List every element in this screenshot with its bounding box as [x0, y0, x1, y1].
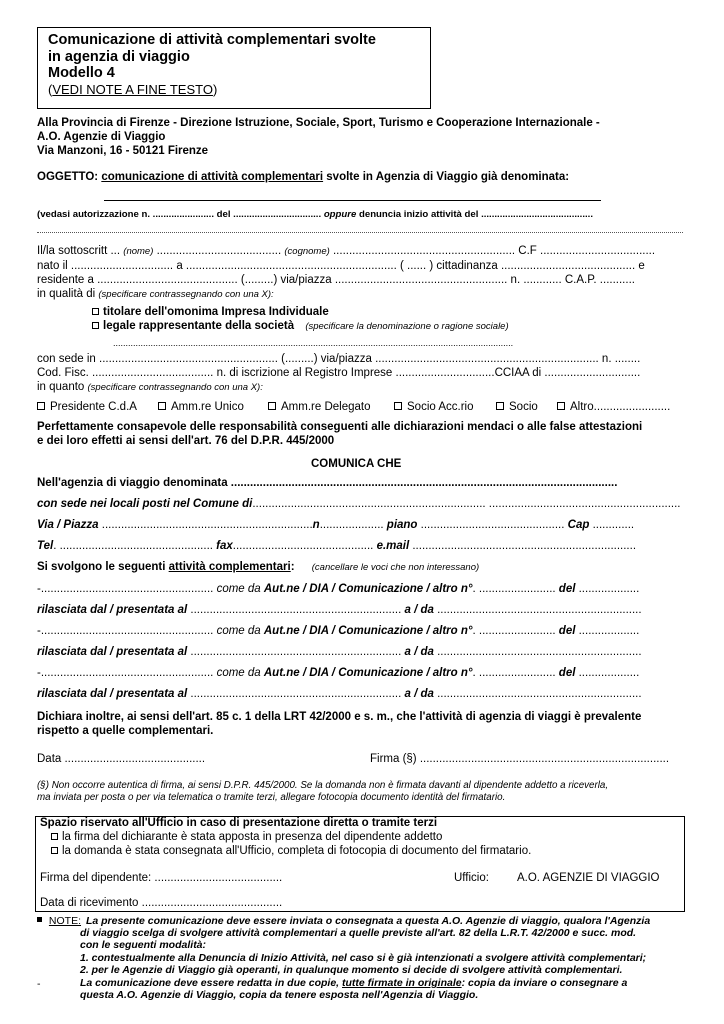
role-socio-accrio[interactable]: Socio Acc.rio — [394, 401, 473, 413]
person-birth-line[interactable]: nato il ................................ a .................................................................. ( ...... ) cittadinanza .......................................... e — [37, 260, 645, 272]
quality-option-legale[interactable]: legale rappresentante della società (specificare la denominazione o ragione sociale) — [92, 320, 509, 332]
checkbox-icon[interactable] — [51, 833, 58, 840]
prevalence-line1: Dichiara inoltre, ai sensi dell'art. 85 c. 1 della LRT 42/2000 e s. m., che l'attività di agenzia di viaggi è prevalente — [37, 711, 642, 723]
activity-row-1[interactable]: -...................................................... come da Aut.ne / DIA / Comunicazione / altro n°. ........................ del ................... — [37, 583, 640, 595]
role-amm-delegato[interactable]: Amm.re Delegato — [268, 401, 370, 413]
form-title-line1: Comunicazione di attività complementari svolte — [48, 32, 376, 48]
declaration-line1: Perfettamente consapevole delle responsabilità conseguenti alle dichiarazioni mendaci o alle false attestazioni — [37, 421, 643, 433]
checkbox-icon[interactable] — [37, 402, 45, 410]
checkbox-icon[interactable] — [496, 402, 504, 410]
person-quality-label: in qualità di (specificare contrassegnando con una X): — [37, 288, 274, 300]
agency-address-field[interactable]: Via / Piazza ..................................................................n.................... piano ............................................. Cap ............. — [37, 519, 635, 531]
employee-signature-field[interactable]: Firma del dipendente: ........................................ — [40, 872, 283, 884]
agency-name-line[interactable] — [104, 200, 601, 201]
notes-reference: (VEDI NOTE A FINE TESTO) — [48, 81, 218, 97]
authorization-line: (vedasi autorizzazione n. ....................... del ................................. oppure denuncia inizio attività del .......................................... — [37, 209, 594, 220]
notes-item-1: 1. contestualmente alla Denuncia di Inizio Attività, nel caso si è già intenzionati a svolgere attività complementari; — [80, 952, 647, 964]
checkbox-icon[interactable] — [268, 402, 276, 410]
signature-field[interactable]: Firma (§) .............................................................................. — [370, 753, 670, 765]
role-altro[interactable]: Altro........................ — [557, 401, 670, 413]
notes-line7: questa A.O. Agenzie di Viaggio, copia da tenere esposta nell'Agenzia di Viaggio. — [80, 989, 479, 1001]
date-field[interactable]: Data ............................................ — [37, 753, 206, 765]
separator — [37, 232, 683, 233]
checkbox-icon[interactable] — [557, 402, 565, 410]
bullet-icon — [37, 917, 42, 922]
notes-item-2: 2. per le Agenzie di Viaggio già operanti, in qualunque momento si decide di svolgere attività complementari. — [80, 964, 623, 976]
notes-line2: di viaggio scelga di svolgere attività complementari a quelle previste all'art. 82 della L.R.T. 42/2000 e succ. mod. — [80, 927, 637, 939]
form-title-line2: in agenzia di viaggio — [48, 48, 190, 65]
role-presidente[interactable]: Presidente C.d.A — [37, 401, 137, 413]
checkbox-icon[interactable] — [51, 847, 58, 854]
quality-option-titolare[interactable]: titolare dell'omonima Impresa Individuale — [92, 306, 329, 318]
recipient-line2: A.O. Agenzie di Viaggio — [37, 131, 166, 143]
office-option-2[interactable]: la domanda è stata consegnata all'Ufficio, completa di fotocopia di documento del firmatario. — [51, 845, 531, 857]
checkbox-icon[interactable] — [92, 308, 99, 315]
activities-intro: Si svolgono le seguenti attività complementari: (cancellare le voci che non interessano) — [37, 561, 480, 573]
checkbox-icon[interactable] — [92, 322, 99, 329]
person-residence-line[interactable]: residente a ............................................ (.........) via/piazza ...................................................... n. ............ C.A.P. ........... — [37, 274, 635, 286]
footnote-line2: ma inviata per posta o per via telematica o tramite terzi, allegare fotocopia documento identità del firmatario. — [37, 792, 506, 803]
activity-release-2[interactable]: rilasciata dal / presentata al .................................................................. a / da ................................................................ — [37, 646, 642, 658]
notes-link[interactable]: VEDI NOTE A FINE TESTO — [52, 81, 213, 97]
notes-header-line: NOTE: La presente comunicazione deve essere inviata o consegnata a questa A.O. Agenzie di viaggio, qualora l'Agenzia — [37, 915, 650, 927]
notes-label: NOTE: — [48, 915, 82, 927]
recipient-address: Via Manzoni, 16 - 50121 Firenze — [37, 145, 209, 157]
agency-contacts-field[interactable]: Tel. ................................................ fax............................................ e.mail ...................................................................... — [37, 540, 637, 552]
prevalence-line2: rispetto a quelle complementari. — [37, 725, 214, 737]
subject-underlined: comunicazione di attività complementari — [101, 171, 324, 183]
notes-line6: La comunicazione deve essere redatta in due copie, tutte firmate in originale: copia da inviare o consegnare a — [80, 977, 628, 989]
agency-municipality-field[interactable]: con sede nei locali posti nel Comune di......................................................................... ............................................................ — [37, 498, 681, 510]
notes-line3: con le seguenti modalità: — [80, 939, 207, 951]
agency-name-field[interactable]: Nell'agenzia di viaggio denominata ......................................................................................................................... — [37, 477, 618, 489]
activity-row-2[interactable]: -...................................................... come da Aut.ne / DIA / Comunicazione / altro n°. ........................ del ................... — [37, 625, 640, 637]
form-model-number: Modello 4 — [48, 65, 115, 81]
office-title: Spazio riservato all'Ufficio in caso di presentazione diretta o tramite terzi — [40, 817, 438, 829]
checkbox-icon[interactable] — [158, 402, 166, 410]
role-socio[interactable]: Socio — [496, 401, 538, 413]
activity-release-3[interactable]: rilasciata dal / presentata al .................................................................. a / da ................................................................ — [37, 688, 642, 700]
company-tax-line[interactable]: Cod. Fisc. ...................................... n. di iscrizione al Registro Imprese ...............................CCIAA di .............................. — [37, 367, 641, 379]
role-amm-unico[interactable]: Amm.re Unico — [158, 401, 244, 413]
company-role-label: in quanto (specificare contrassegnando con una X): — [37, 381, 263, 393]
office-value: A.O. AGENZIE DI VIAGGIO — [517, 872, 660, 884]
office-option-1[interactable]: la firma del dichiarante è stata apposta in presenza del dipendente addetto — [51, 831, 442, 843]
activity-release-1[interactable]: rilasciata dal / presentata al .................................................................. a / da ................................................................ — [37, 604, 642, 616]
recipient-line1: Alla Provincia di Firenze - Direzione Istruzione, Sociale, Sport, Turismo e Cooperazione Internazionale - — [37, 117, 600, 129]
comunica-heading: COMUNICA CHE — [311, 458, 402, 470]
company-seat-line[interactable]: con sede in ........................................................ (.........) via/piazza ...................................................................... n. ........ — [37, 353, 641, 365]
activity-row-3[interactable]: -...................................................... come da Aut.ne / DIA / Comunicazione / altro n°. ........................ del ................... — [37, 667, 640, 679]
office-label: Ufficio: — [454, 872, 489, 884]
person-name-line[interactable]: Il/la sottoscritt ... (nome) ....................................... (cognome) ......................................................... C.F .................................... — [37, 245, 656, 257]
form-title-box — [37, 27, 431, 109]
notes-bullet-2: - — [37, 978, 41, 990]
subject-label: OGGETTO: — [37, 171, 99, 183]
receipt-date-field[interactable]: Data di ricevimento ............................................ — [40, 897, 283, 909]
subject-line: OGGETTO: comunicazione di attività complementari svolte in Agenzia di Viaggio già denominata: — [37, 171, 570, 183]
checkbox-icon[interactable] — [394, 402, 402, 410]
company-name-line[interactable]: ................................................................................................................................................................ — [113, 338, 514, 348]
declaration-line2: e dei loro effetti ai sensi dell'art. 76 del D.P.R. 445/2000 — [37, 435, 335, 447]
footnote-line1: (§) Non occorre autentica di firma, ai sensi D.P.R. 445/2000. Se la domanda non è firmata davanti al dipendente addetto a riceverla, — [37, 780, 609, 791]
